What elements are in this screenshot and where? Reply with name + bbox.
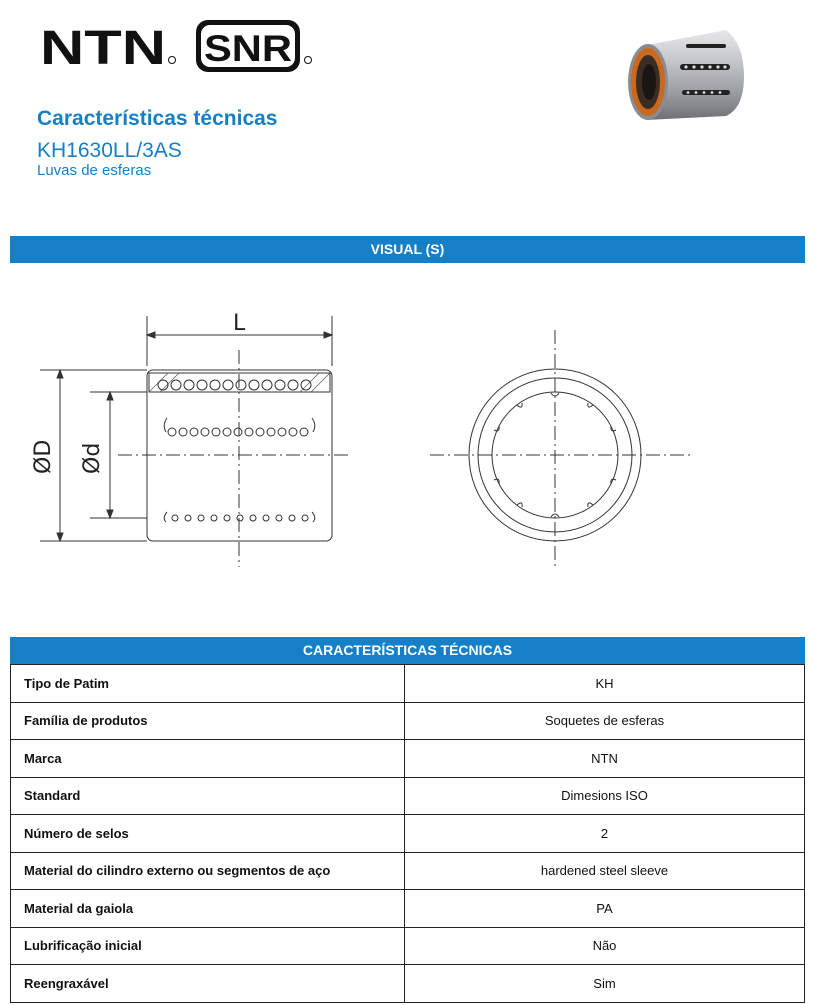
brand-logo xyxy=(40,18,320,76)
spec-label: Material da gaiola xyxy=(11,890,405,928)
table-row xyxy=(11,702,805,740)
length-label: L xyxy=(233,311,246,336)
spec-value: Dimesions ISO xyxy=(405,777,805,815)
product-photo xyxy=(624,24,748,128)
table-row xyxy=(11,927,805,965)
inner-diameter-label: Ød xyxy=(80,442,105,474)
spec-label: Família de produtos xyxy=(11,702,405,740)
product-model: KH1630LL/3AS xyxy=(37,139,182,162)
spec-label: Número de selos xyxy=(11,815,405,853)
page-title: Características técnicas xyxy=(37,107,278,130)
spec-value: Sim xyxy=(405,965,805,1003)
table-row xyxy=(11,777,805,815)
spec-value: hardened steel sleeve xyxy=(405,852,805,890)
table-row xyxy=(11,890,805,928)
table-row xyxy=(11,740,805,778)
spec-value: KH xyxy=(405,665,805,703)
table-row xyxy=(11,665,805,703)
technical-drawing xyxy=(0,290,824,580)
spec-label: Tipo de Patim xyxy=(11,665,405,703)
table-row xyxy=(11,815,805,853)
product-subtitle: Luvas de esferas xyxy=(37,162,152,179)
snr-logo: SNR xyxy=(204,28,292,69)
spec-value: Não xyxy=(405,927,805,965)
table-row xyxy=(11,965,805,1003)
spec-label: Reengraxável xyxy=(11,965,405,1003)
outer-diameter-label: ØD xyxy=(31,439,56,474)
specs-section-header: CARACTERÍSTICAS TÉCNICAS xyxy=(10,637,805,664)
spec-value: 2 xyxy=(405,815,805,853)
spec-value: Soquetes de esferas xyxy=(405,702,805,740)
visual-section-header: VISUAL (S) xyxy=(10,236,805,263)
table-row xyxy=(11,852,805,890)
ntn-logo: NTN xyxy=(40,22,166,75)
spec-value: PA xyxy=(405,890,805,928)
spec-label: Marca xyxy=(11,740,405,778)
spec-label: Material do cilindro externo ou segmentos de aço xyxy=(11,852,405,890)
spec-value: NTN xyxy=(405,740,805,778)
spec-label: Standard xyxy=(11,777,405,815)
spec-label: Lubrificação inicial xyxy=(11,927,405,965)
specs-table xyxy=(10,664,805,1003)
